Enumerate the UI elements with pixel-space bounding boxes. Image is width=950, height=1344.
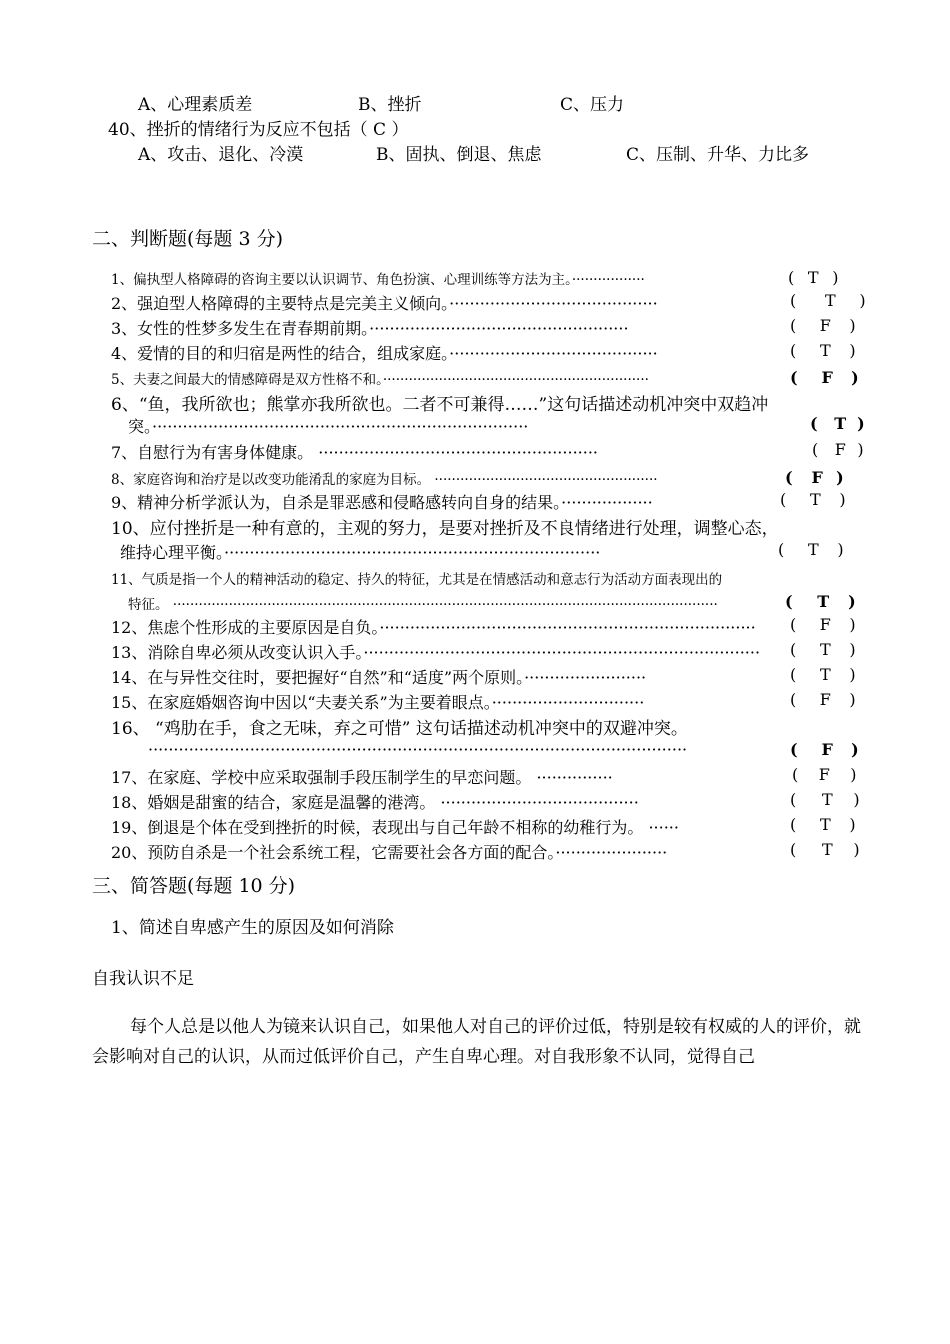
tf-item-8: 8、家庭咨询和治疗是以改变功能淆乱的家庭为目标。 ···················································· bbox=[111, 472, 658, 488]
answer-paragraph: 每个人总是以他人为镜来认识自己，如果他人对自己的评价过低，特别是较有权威的人的评价，就会影响对自己的认识，从而过低评价自己，产生自卑心理。对自我形象不认同，觉得自己 bbox=[92, 1017, 861, 1067]
tf-item-11-cont: 特征。 ······························································································································· bbox=[128, 597, 718, 613]
tf-answer-20: ( T ) bbox=[790, 840, 860, 859]
tf-answer-3: ( F ) bbox=[790, 316, 856, 335]
tf-answer-18: ( T ) bbox=[790, 790, 860, 809]
tf-item-7: 7、自慰行为有害身体健康。 ······················································· bbox=[111, 443, 598, 462]
tf-answer-10: ( T ) bbox=[778, 540, 844, 559]
section3-q1: 1、简述自卑感产生的原因及如何消除 bbox=[111, 918, 394, 938]
section3-title: 三、简答题(每题 10 分) bbox=[92, 875, 296, 897]
tf-item-2: 2、强迫型人格障碍的主要特点是完美主义倾向。········································· bbox=[111, 294, 658, 313]
q40-option-b: B、固执、倒退、焦虑 bbox=[376, 145, 542, 165]
tf-item-20: 20、预防自杀是一个社会系统工程，它需要社会各方面的配合。······················ bbox=[111, 843, 668, 862]
tf-item-18: 18、婚姻是甜蜜的结合，家庭是温馨的港湾。 ······································· bbox=[111, 793, 639, 812]
answer-subheading: 自我认识不足 bbox=[92, 969, 194, 989]
tf-answer-2: ( T ) bbox=[790, 291, 866, 310]
tf-item-5: 5、夫妻之间最大的情感障碍是双方性格不和。······························································ bbox=[111, 372, 649, 388]
tf-item-6-cont: 突。·········································································· bbox=[128, 417, 529, 436]
tf-answer-14: ( T ) bbox=[790, 665, 856, 684]
q39-option-a: A、心理素质差 bbox=[138, 95, 253, 115]
tf-item-16-cont: ·········································································································· bbox=[148, 740, 688, 759]
q39-option-c: C、压力 bbox=[560, 95, 625, 115]
tf-item-11: 11、气质是指一个人的精神活动的稳定、持久的特征，尤其是在情感活动和意志行为活动方面表现出的 bbox=[111, 572, 723, 588]
tf-item-19: 19、倒退是个体在受到挫折的时候，表现出与自己年龄不相称的幼稚行为。 ······ bbox=[111, 818, 679, 837]
tf-answer-13: ( T ) bbox=[790, 640, 856, 659]
tf-item-15: 15、在家庭婚姻咨询中因以“夫妻关系”为主要着眼点。······························ bbox=[111, 693, 645, 712]
tf-item-10-cont: 维持心理平衡。·········································································· bbox=[120, 543, 601, 562]
tf-item-1: 1、偏执型人格障碍的咨询主要以认识调节、角色扮演、心理训练等方法为主。················· bbox=[111, 272, 645, 288]
tf-item-14: 14、在与异性交往时，要把握好“自然”和“适度”两个原则。························ bbox=[111, 668, 647, 687]
section2-title: 二、判断题(每题 3 分) bbox=[92, 228, 283, 250]
tf-answer-16: ( F ) bbox=[790, 740, 859, 759]
tf-item-4: 4、爱情的目的和归宿是两性的结合，组成家庭。········································· bbox=[111, 344, 658, 363]
tf-answer-8: ( F ) bbox=[785, 468, 844, 487]
tf-answer-9: ( T ) bbox=[780, 490, 846, 509]
tf-answer-5: ( F ) bbox=[790, 368, 859, 387]
tf-item-12: 12、焦虑个性形成的主要原因是自负。·········································································· bbox=[111, 618, 756, 637]
tf-answer-19: ( T ) bbox=[790, 815, 856, 834]
tf-item-13: 13、消除自卑必须从改变认识入手。·············································································· bbox=[111, 643, 761, 662]
q39-option-b: B、挫折 bbox=[358, 95, 422, 115]
tf-answer-6: ( T ) bbox=[810, 414, 865, 433]
tf-answer-17: ( F ) bbox=[792, 765, 857, 784]
tf-answer-7: ( F ) bbox=[812, 440, 864, 459]
tf-item-10: 10、应付挫折是一种有意的，主观的努力，是要对挫折及不良情绪进行处理，调整心态， bbox=[111, 519, 779, 539]
q40-option-a: A、攻击、退化、冷漠 bbox=[138, 145, 304, 165]
tf-item-17: 17、在家庭、学校中应采取强制手段压制学生的早恋问题。 ··············· bbox=[111, 768, 613, 787]
tf-answer-11: ( T ) bbox=[785, 592, 856, 611]
tf-answer-1: ( T ) bbox=[788, 268, 839, 287]
tf-answer-12: ( F ) bbox=[790, 615, 856, 634]
tf-item-16: 16、 “鸡肋在手，食之无味，弃之可惜” 这句话描述动机冲突中的双避冲突。 bbox=[111, 719, 688, 739]
q40-option-c: C、压制、升华、力比多 bbox=[626, 145, 810, 165]
tf-item-9: 9、精神分析学派认为，自杀是罪恶感和侵略感转向自身的结果。·················· bbox=[111, 493, 653, 512]
tf-item-6: 6、“鱼，我所欲也；熊掌亦我所欲也。二者不可兼得……”这句话描述动机冲突中双趋冲 bbox=[111, 395, 769, 415]
tf-answer-4: ( T ) bbox=[790, 341, 856, 360]
tf-item-3: 3、女性的性梦多发生在青春期前期。··················································· bbox=[111, 319, 629, 338]
tf-answer-15: ( F ) bbox=[790, 690, 856, 709]
q40-stem: 40、挫折的情绪行为反应不包括（ C ） bbox=[108, 120, 409, 140]
